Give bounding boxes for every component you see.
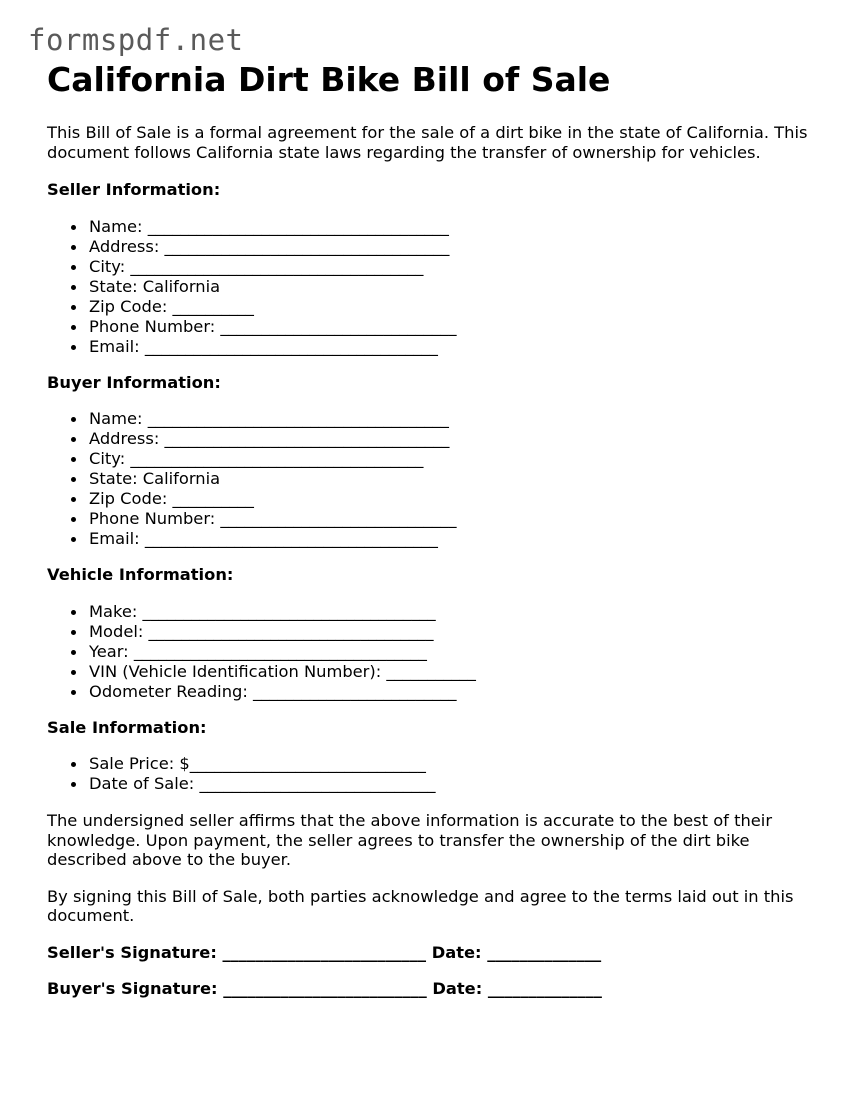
affirmation-paragraph: The undersigned seller affirms that the above information is accurate to the best of their knowledge. Upon payment, the seller agrees to transfer the ownership of the dirt bike described above to the buyer. [47,811,773,869]
seller-name-field: Name: _____________________________________ [89,217,827,237]
vehicle-year-field: Year: ____________________________________ [89,642,827,662]
buyer-address-field: Address: ___________________________________ [89,429,827,449]
buyer-phone-field: Phone Number: _____________________________ [89,509,827,529]
buyer-email-field: Email: ____________________________________ [89,529,827,549]
vehicle-make-field: Make: ____________________________________ [89,602,827,622]
seller-zip-field: Zip Code: __________ [89,297,827,317]
sale-price-field: Sale Price: $_____________________________ [89,754,827,774]
site-watermark: formspdf.net [28,23,244,57]
seller-city-field: City: ____________________________________ [89,257,827,277]
sale-field-list [47,754,827,794]
sale-date-field: Date of Sale: _____________________________ [89,774,827,794]
intro-paragraph: This Bill of Sale is a formal agreement for the sale of a dirt bike in the state of California. This document follows California state laws regarding the transfer of ownership for vehicles. [47,123,808,162]
buyer-state-field: State: California [89,469,827,489]
seller-signature-line: Seller's Signature: _________________________ Date: ______________ [47,942,602,962]
vehicle-field-list [47,602,827,702]
sale-section-heading: Sale Information: [47,717,207,737]
seller-state-field: State: California [89,277,827,297]
buyer-name-field: Name: _____________________________________ [89,409,827,429]
vehicle-vin-field: VIN (Vehicle Identification Number): ___________ [89,662,827,682]
buyer-section-heading: Buyer Information: [47,372,221,392]
document-page [47,58,827,999]
seller-section-heading: Seller Information: [47,180,221,199]
vehicle-section-heading: Vehicle Information: [47,565,234,584]
document-title: California Dirt Bike Bill of Sale [47,60,611,99]
seller-email-field: Email: ____________________________________ [89,337,827,357]
vehicle-model-field: Model: ___________________________________ [89,622,827,642]
seller-field-list [47,217,827,357]
acknowledgement-paragraph: By signing this Bill of Sale, both parties acknowledge and agree to the terms laid out in this document. [47,886,794,925]
seller-address-field: Address: ___________________________________ [89,237,827,257]
buyer-city-field: City: ____________________________________ [89,449,827,469]
vehicle-odometer-field: Odometer Reading: _________________________ [89,682,827,702]
buyer-zip-field: Zip Code: __________ [89,489,827,509]
buyer-field-list [47,409,827,549]
buyer-signature-line: Buyer's Signature: _________________________ Date: ______________ [47,979,602,998]
seller-phone-field: Phone Number: _____________________________ [89,317,827,337]
